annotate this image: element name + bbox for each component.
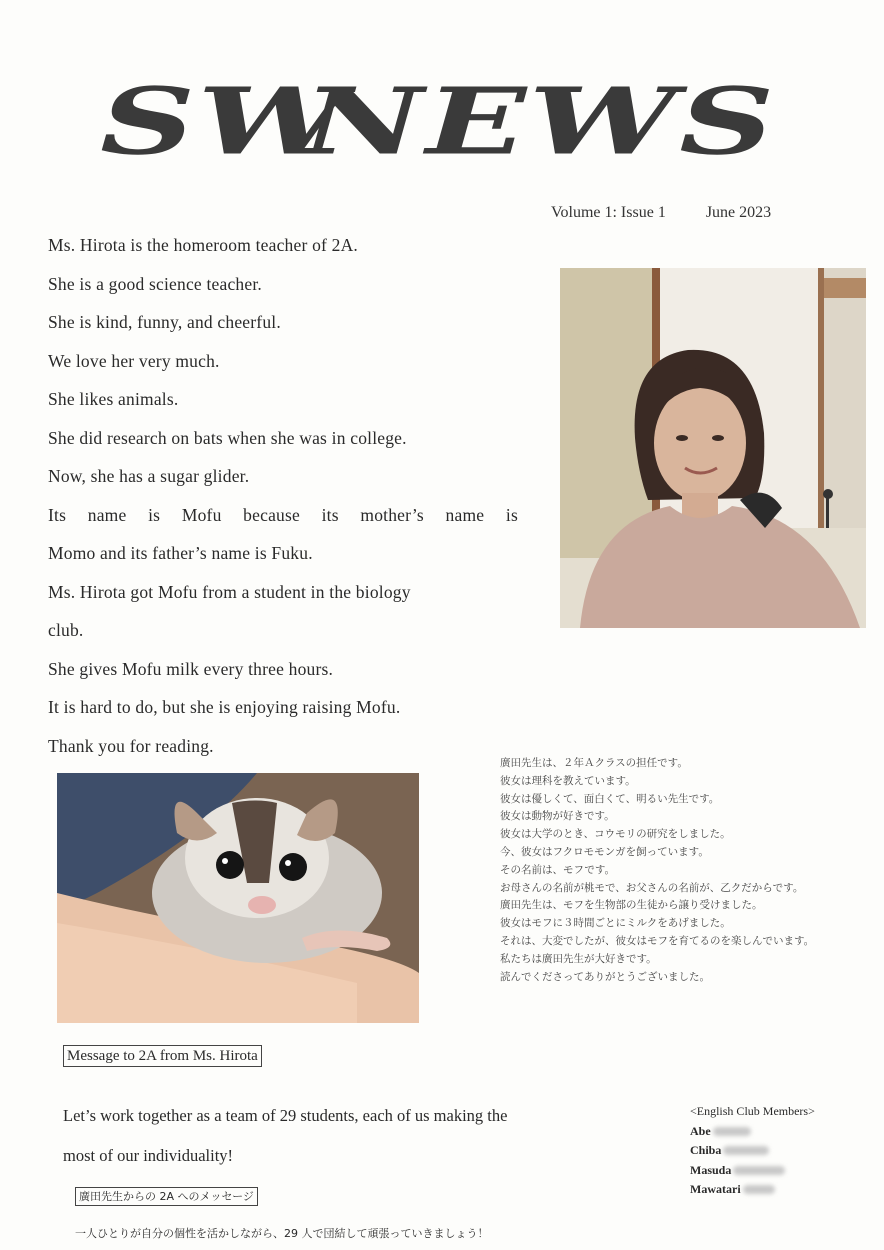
story-line: She did research on bats when she was in college. (48, 427, 407, 448)
issue-info (551, 204, 771, 222)
message-body (63, 1096, 623, 1176)
issue-volume: Volume 1: Issue 1 (551, 204, 666, 221)
redacted-name (723, 1146, 769, 1155)
japanese-story-line: 今、彼女はフクロモモンガを飼っています。 (500, 845, 709, 858)
member-entry (690, 1122, 815, 1142)
redacted-name (743, 1185, 775, 1194)
story-line: Momo and its father’s name is Fuku. (48, 543, 313, 563)
message-line: Let’s work together as a team of 29 students, each of us making the (63, 1106, 508, 1125)
story-line: It is hard to do, but she is enjoying raising Mofu. (48, 697, 401, 717)
member-name: Mawatari (690, 1182, 741, 1196)
masthead (60, 62, 840, 182)
member-name: Masuda (690, 1162, 732, 1177)
japanese-story-line: 彼女は理科を教えています。 (500, 774, 636, 787)
sugar-glider-photo (57, 773, 419, 1023)
story-line: She gives Mofu milk every three hours. (48, 658, 334, 679)
member-name: Abe (690, 1123, 711, 1138)
story-line: club. (48, 620, 84, 640)
japanese-story-line: お母さんの名前が桃モで、お父さんの名前が、乙クだからです。 (500, 881, 804, 894)
story-text (48, 226, 518, 765)
story-line: We love her very much. (48, 350, 220, 371)
member-entry (690, 1180, 815, 1200)
japanese-story-line: それは、大変でしたが、彼女はモフを育てるのを楽しんでいます。 (500, 934, 815, 947)
japanese-story-line: 彼女は大学のとき、コウモリの研究をしました。 (500, 828, 731, 841)
japanese-message-heading: 廣田先生からの 2A へのメッセージ (75, 1187, 258, 1206)
redacted-name (713, 1127, 751, 1136)
teacher-photo (560, 268, 866, 628)
japanese-story-line: 読んでくださってありがとうございました。 (500, 970, 710, 983)
story-line: She is kind, funny, and cheerful. (48, 312, 281, 332)
story-line: Ms. Hirota got Mofu from a student in the biology (48, 581, 411, 602)
issue-date: June 2023 (705, 204, 772, 221)
member-name: Chiba (690, 1143, 722, 1157)
member-entry (690, 1141, 815, 1161)
japanese-story-line: 彼女は動物が好きです。 (500, 810, 615, 823)
japanese-story-line: 私たちは廣田先生が大好きです。 (500, 952, 657, 965)
club-members (690, 1102, 815, 1200)
japanese-story-line: 廣田先生は、モフを生物部の生徒から譲り受けました。 (500, 899, 763, 912)
masthead-word-1: SW (100, 68, 349, 176)
message-line: most of our individuality! (63, 1146, 234, 1165)
story-line: Its name is Mofu because its mother’s name is (48, 504, 518, 525)
members-header: <English Club Members> (690, 1104, 815, 1118)
story-line: Ms. Hirota is the homeroom teacher of 2A. (48, 235, 358, 255)
story-line: She likes animals. (48, 389, 179, 409)
japanese-story-line: 彼女はモフに３時間ごとにミルクをあげました。 (500, 917, 731, 930)
japanese-story (500, 755, 860, 986)
member-entry (690, 1161, 815, 1181)
japanese-story-line: 廣田先生は、２年Ａクラスの担任です。 (500, 757, 688, 769)
masthead-word-2: NEWS (303, 68, 778, 176)
story-line: She is a good science teacher. (48, 273, 262, 294)
japanese-story-line: その名前は、モフです。 (500, 863, 615, 876)
japanese-message-text: 一人ひとりが自分の個性を活かしながら、29 人で団結して頑張っていきましょう！ (75, 1227, 489, 1240)
redacted-name (733, 1166, 785, 1175)
message-heading: Message to 2A from Ms. Hirota (63, 1045, 262, 1067)
story-line: Thank you for reading. (48, 735, 214, 756)
story-line: Now, she has a sugar glider. (48, 466, 250, 486)
japanese-story-line: 彼女は優しくて、面白くて、明るい先生です。 (500, 792, 720, 805)
